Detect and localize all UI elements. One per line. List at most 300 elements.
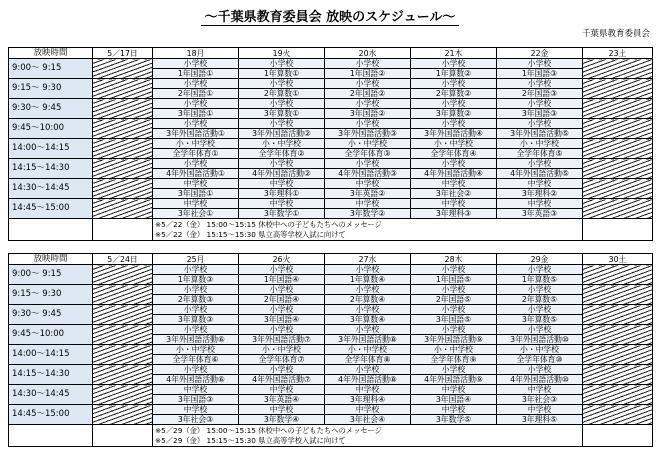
school-level: 中学校 xyxy=(325,199,410,209)
no-broadcast-cell xyxy=(583,199,653,219)
school-level: 小学校 xyxy=(239,59,324,69)
subject-label: 3年理科⑤ xyxy=(521,415,558,424)
school-level: 小学校 xyxy=(411,119,496,129)
school-level: 小学校 xyxy=(153,99,238,109)
header-row xyxy=(9,48,653,59)
subject-label: 2年算数⑤ xyxy=(521,295,558,304)
subject-label: 3年社会③ xyxy=(177,415,214,424)
school-level: 小学校 xyxy=(325,99,410,109)
school-level: 小・中学校 xyxy=(411,345,496,355)
subject-label: 3年算数② xyxy=(435,109,472,118)
subject-label: 3年理科① xyxy=(263,189,300,198)
subject-label: 3年外国語活動③ xyxy=(338,129,397,138)
subject-label: 4年外国語活動④ xyxy=(424,169,483,178)
program-cell xyxy=(411,139,497,159)
subject-label: 3年外国語活動⑦ xyxy=(252,335,311,344)
program-cell xyxy=(411,325,497,345)
no-broadcast-cell xyxy=(93,179,153,199)
program-cell xyxy=(153,99,239,119)
school-level: 小学校 xyxy=(497,305,582,315)
program-cell xyxy=(239,139,325,159)
no-broadcast-cell xyxy=(583,59,653,79)
program-cell xyxy=(325,119,411,139)
day-header: 26火 xyxy=(239,254,325,265)
program-cell xyxy=(411,99,497,119)
time-slot: 14:45～15:00 xyxy=(9,405,93,425)
program-cell xyxy=(153,385,239,405)
school-level: 小学校 xyxy=(239,119,324,129)
schedule-table-week-1 xyxy=(8,47,653,241)
subject-label: 3年数学④ xyxy=(263,415,300,424)
program-cell xyxy=(153,139,239,159)
no-broadcast-cell xyxy=(583,179,653,199)
program-cell xyxy=(325,159,411,179)
subject-label: 2年算数① xyxy=(263,89,300,98)
school-level: 小学校 xyxy=(497,159,582,169)
school-level: 小学校 xyxy=(239,265,324,275)
program-cell xyxy=(239,265,325,285)
subject-label: 4年外国語活動⑧ xyxy=(338,375,397,384)
school-level: 中学校 xyxy=(325,405,410,415)
notes-spacer xyxy=(583,425,653,447)
notes-cell xyxy=(153,219,583,241)
program-cell xyxy=(239,199,325,219)
subject-label: 3年外国語活動⑥ xyxy=(166,335,225,344)
subject-label: 3年理科③ xyxy=(435,209,472,218)
schedule-row xyxy=(9,405,653,425)
note-line: ※5／29（金） 15:15～15:30 県立高等学校入試に向けて xyxy=(155,435,346,445)
school-level: 小・中学校 xyxy=(411,139,496,149)
school-level: 中学校 xyxy=(153,199,238,209)
time-slot: 14:15～14:30 xyxy=(9,159,93,179)
school-level: 中学校 xyxy=(411,199,496,209)
day-header: 21木 xyxy=(411,48,497,59)
school-level: 小学校 xyxy=(325,365,410,375)
program-cell xyxy=(239,59,325,79)
program-cell xyxy=(153,119,239,139)
date-header: 5／17日 xyxy=(93,48,153,59)
school-level: 中学校 xyxy=(497,385,582,395)
no-broadcast-cell xyxy=(583,79,653,99)
school-level: 小学校 xyxy=(153,79,238,89)
school-level: 中学校 xyxy=(153,385,238,395)
time-slot: 9:45～10:00 xyxy=(9,325,93,345)
subject-label: 4年外国語活動⑩ xyxy=(510,375,569,384)
program-cell xyxy=(239,365,325,385)
school-level: 中学校 xyxy=(239,199,324,209)
no-broadcast-cell xyxy=(583,365,653,385)
program-cell xyxy=(239,119,325,139)
school-level: 中学校 xyxy=(497,405,582,415)
no-broadcast-cell xyxy=(583,405,653,425)
no-broadcast-cell xyxy=(583,99,653,119)
school-level: 小・中学校 xyxy=(153,345,238,355)
no-broadcast-cell xyxy=(583,265,653,285)
time-slot: 9:15～ 9:30 xyxy=(9,285,93,305)
subject-label: 3年国語④ xyxy=(263,315,300,324)
school-level: 小学校 xyxy=(411,265,496,275)
subject-label: 1年算数④ xyxy=(349,275,386,284)
schedule-row xyxy=(9,159,653,179)
subject-label: 3年国語② xyxy=(349,109,386,118)
program-cell xyxy=(497,139,583,159)
no-broadcast-cell xyxy=(93,305,153,325)
subject-label: 3年社会① xyxy=(177,209,214,218)
note-line: ※5／29（金） 15:00～15:15 休校中への子どもたちへのメッセージ xyxy=(155,426,382,435)
school-level: 小学校 xyxy=(239,285,324,295)
subject-label: 3年国語① xyxy=(177,189,214,198)
notes-spacer xyxy=(9,425,93,447)
schedule-row xyxy=(9,99,653,119)
subject-label: 3年社会④ xyxy=(349,415,386,424)
no-broadcast-cell xyxy=(93,79,153,99)
subject-label: 1年国語① xyxy=(177,69,214,78)
schedule-row xyxy=(9,119,653,139)
subject-label: 3年外国語活動④ xyxy=(424,129,483,138)
school-level: 小・中学校 xyxy=(325,345,410,355)
program-cell xyxy=(153,365,239,385)
time-slot: 9:30～ 9:45 xyxy=(9,305,93,325)
no-broadcast-cell xyxy=(583,325,653,345)
subject-label: 1年算数① xyxy=(263,69,300,78)
school-level: 小学校 xyxy=(239,325,324,335)
school-level: 中学校 xyxy=(239,385,324,395)
time-slot: 9:00～ 9:15 xyxy=(9,59,93,79)
schedule-row xyxy=(9,199,653,219)
school-level: 小学校 xyxy=(411,365,496,375)
subject-label: 3年国語④ xyxy=(435,395,472,404)
program-cell xyxy=(497,405,583,425)
school-level: 小学校 xyxy=(497,365,582,375)
program-cell xyxy=(497,265,583,285)
header-row xyxy=(9,254,653,265)
subject-label: 全学年体育⑦ xyxy=(258,355,305,364)
schedule-row xyxy=(9,365,653,385)
subject-label: 3年算数⑤ xyxy=(521,315,558,324)
school-level: 小・中学校 xyxy=(239,345,324,355)
no-broadcast-cell xyxy=(93,59,153,79)
time-slot: 9:15～ 9:30 xyxy=(9,79,93,99)
school-level: 小学校 xyxy=(497,119,582,129)
subject-label: 3年外国語活動⑨ xyxy=(424,335,483,344)
no-broadcast-cell xyxy=(93,365,153,385)
subject-label: 3年国語③ xyxy=(177,395,214,404)
program-cell xyxy=(411,405,497,425)
program-cell xyxy=(497,385,583,405)
day-header: 20水 xyxy=(325,48,411,59)
school-level: 中学校 xyxy=(497,179,582,189)
program-cell xyxy=(239,99,325,119)
date-header: 5／24日 xyxy=(93,254,153,265)
school-level: 中学校 xyxy=(411,385,496,395)
program-cell xyxy=(411,265,497,285)
program-cell xyxy=(239,405,325,425)
school-level: 小学校 xyxy=(153,119,238,129)
subject-label: 3年外国語活動① xyxy=(166,129,225,138)
no-broadcast-cell xyxy=(583,285,653,305)
organization-label: 千葉県教育委員会 xyxy=(581,29,650,39)
program-cell xyxy=(497,285,583,305)
program-cell xyxy=(411,345,497,365)
school-level: 小学校 xyxy=(411,99,496,109)
time-header: 放映時間 xyxy=(9,48,93,59)
subject-label: 全学年体育③ xyxy=(344,149,391,158)
no-broadcast-cell xyxy=(93,99,153,119)
school-level: 小・中学校 xyxy=(239,139,324,149)
notes-spacer xyxy=(583,219,653,241)
subject-label: 全学年体育① xyxy=(172,149,219,158)
school-level: 小・中学校 xyxy=(497,139,582,149)
program-cell xyxy=(325,325,411,345)
subject-label: 2年算数③ xyxy=(177,295,214,304)
day-header: 22金 xyxy=(497,48,583,59)
day-header: 28木 xyxy=(411,254,497,265)
subject-label: 全学年体育⑧ xyxy=(344,355,391,364)
schedule-row xyxy=(9,305,653,325)
subject-label: 3年算数④ xyxy=(349,315,386,324)
program-cell xyxy=(497,159,583,179)
subject-label: 4年外国語活動① xyxy=(166,169,225,178)
subject-label: 3年理科② xyxy=(521,189,558,198)
subject-label: 1年算数③ xyxy=(177,275,214,284)
school-level: 小学校 xyxy=(497,265,582,275)
subject-label: 4年外国語活動⑤ xyxy=(510,169,569,178)
program-cell xyxy=(239,305,325,325)
no-broadcast-cell xyxy=(583,119,653,139)
subject-label: 2年国語② xyxy=(349,89,386,98)
no-broadcast-cell xyxy=(93,345,153,365)
notes-cell xyxy=(153,425,583,447)
day-header: 19火 xyxy=(239,48,325,59)
saturday-header: 23土 xyxy=(583,48,653,59)
school-level: 小・中学校 xyxy=(325,139,410,149)
program-cell xyxy=(239,385,325,405)
school-level: 小学校 xyxy=(411,59,496,69)
program-cell xyxy=(325,139,411,159)
no-broadcast-cell xyxy=(93,199,153,219)
program-cell xyxy=(325,285,411,305)
school-level: 小学校 xyxy=(325,325,410,335)
school-level: 小学校 xyxy=(325,159,410,169)
school-level: 小・中学校 xyxy=(497,345,582,355)
program-cell xyxy=(411,385,497,405)
subject-label: 3年外国語活動⑧ xyxy=(338,335,397,344)
no-broadcast-cell xyxy=(583,385,653,405)
schedule-row xyxy=(9,79,653,99)
program-cell xyxy=(497,179,583,199)
schedule-row xyxy=(9,139,653,159)
program-cell xyxy=(411,159,497,179)
subject-label: 全学年体育⑨ xyxy=(430,355,477,364)
program-cell xyxy=(325,305,411,325)
program-cell xyxy=(239,325,325,345)
time-slot: 14:30～14:45 xyxy=(9,179,93,199)
subject-label: 3年社会② xyxy=(435,189,472,198)
school-level: 小学校 xyxy=(497,285,582,295)
time-slot: 9:45～10:00 xyxy=(9,119,93,139)
school-level: 小学校 xyxy=(411,325,496,335)
subject-label: 2年国語① xyxy=(177,89,214,98)
note-line: ※5／22（金） 15:00～15:15 休校中への子どもたちへのメッセージ xyxy=(155,220,382,229)
program-cell xyxy=(497,79,583,99)
day-header: 25月 xyxy=(153,254,239,265)
program-cell xyxy=(497,345,583,365)
program-cell xyxy=(153,79,239,99)
program-cell xyxy=(411,199,497,219)
schedule-row xyxy=(9,59,653,79)
subject-label: 4年外国語活動⑨ xyxy=(424,375,483,384)
subject-label: 1年国語④ xyxy=(263,275,300,284)
subject-label: 3年社会③ xyxy=(521,395,558,404)
subject-label: 3年国語① xyxy=(177,109,214,118)
subject-label: 4年外国語活動② xyxy=(252,169,311,178)
program-cell xyxy=(325,345,411,365)
time-slot: 14:15～14:30 xyxy=(9,365,93,385)
program-cell xyxy=(325,385,411,405)
time-slot: 9:00～ 9:15 xyxy=(9,265,93,285)
school-level: 中学校 xyxy=(239,405,324,415)
no-broadcast-cell xyxy=(93,405,153,425)
time-slot: 14:30～14:45 xyxy=(9,385,93,405)
school-level: 中学校 xyxy=(325,385,410,395)
subject-label: 全学年体育⑥ xyxy=(172,355,219,364)
program-cell xyxy=(239,345,325,365)
no-broadcast-cell xyxy=(93,385,153,405)
subject-label: 1年国語③ xyxy=(521,69,558,78)
subject-label: 4年外国語活動⑥ xyxy=(166,375,225,384)
program-cell xyxy=(153,285,239,305)
time-slot: 14:00～14:15 xyxy=(9,139,93,159)
subject-label: 3年数学② xyxy=(349,209,386,218)
school-level: 小学校 xyxy=(239,159,324,169)
school-level: 小学校 xyxy=(411,305,496,315)
no-broadcast-cell xyxy=(93,119,153,139)
no-broadcast-cell xyxy=(583,159,653,179)
program-cell xyxy=(411,179,497,199)
program-cell xyxy=(239,179,325,199)
subject-label: 3年英語④ xyxy=(263,395,300,404)
subject-label: 2年算数④ xyxy=(349,295,386,304)
school-level: 小学校 xyxy=(497,325,582,335)
no-broadcast-cell xyxy=(583,139,653,159)
schedule-row xyxy=(9,179,653,199)
school-level: 中学校 xyxy=(411,179,496,189)
program-cell xyxy=(411,285,497,305)
program-cell xyxy=(325,199,411,219)
subject-label: 3年数学① xyxy=(263,209,300,218)
school-level: 小学校 xyxy=(497,79,582,89)
subject-label: 2年国語④ xyxy=(263,295,300,304)
subject-label: 2年国語⑤ xyxy=(435,295,472,304)
school-level: 中学校 xyxy=(153,405,238,415)
school-level: 小学校 xyxy=(325,79,410,89)
subject-label: 1年算数② xyxy=(435,69,472,78)
school-level: 中学校 xyxy=(411,405,496,415)
program-cell xyxy=(497,59,583,79)
subject-label: 全学年体育② xyxy=(258,149,305,158)
school-level: 小学校 xyxy=(153,59,238,69)
school-level: 小学校 xyxy=(153,285,238,295)
program-cell xyxy=(411,119,497,139)
program-cell xyxy=(239,285,325,305)
subject-label: 2年算数② xyxy=(435,89,472,98)
day-header: 18月 xyxy=(153,48,239,59)
program-cell xyxy=(325,79,411,99)
program-cell xyxy=(325,265,411,285)
schedule-row xyxy=(9,325,653,345)
time-header: 放映時間 xyxy=(9,254,93,265)
subject-label: 3年算数① xyxy=(263,109,300,118)
no-broadcast-cell xyxy=(93,265,153,285)
program-cell xyxy=(411,79,497,99)
subject-label: 3年英語③ xyxy=(521,209,558,218)
subject-label: 3年算数③ xyxy=(177,315,214,324)
school-level: 小学校 xyxy=(411,79,496,89)
school-level: 小学校 xyxy=(325,285,410,295)
school-level: 小学校 xyxy=(239,79,324,89)
program-cell xyxy=(153,405,239,425)
notes-row xyxy=(9,219,653,241)
no-broadcast-cell xyxy=(93,325,153,345)
school-level: 小学校 xyxy=(325,119,410,129)
notes-spacer xyxy=(93,425,153,447)
school-level: 中学校 xyxy=(239,179,324,189)
subject-label: 3年外国語活動⑩ xyxy=(510,335,569,344)
program-cell xyxy=(497,199,583,219)
subject-label: 1年国語⑤ xyxy=(435,275,472,284)
page-title xyxy=(0,6,660,25)
school-level: 中学校 xyxy=(497,199,582,209)
school-level: 小学校 xyxy=(411,159,496,169)
subject-label: 4年外国語活動⑦ xyxy=(252,375,311,384)
subject-label: 全学年体育⑤ xyxy=(516,149,563,158)
program-cell xyxy=(239,159,325,179)
school-level: 小学校 xyxy=(325,59,410,69)
subject-label: 2年国語③ xyxy=(521,89,558,98)
day-header: 29金 xyxy=(497,254,583,265)
program-cell xyxy=(153,179,239,199)
note-line: ※5／22（金） 15:15～15:30 県立高等学校入試に向けて xyxy=(155,229,346,239)
page-title-text: ～千葉県教育委員会 放映のスケジュール～ xyxy=(201,10,460,26)
no-broadcast-cell xyxy=(583,345,653,365)
subject-label: 1年国語② xyxy=(349,69,386,78)
program-cell xyxy=(497,325,583,345)
program-cell xyxy=(411,59,497,79)
school-level: 小学校 xyxy=(239,365,324,375)
program-cell xyxy=(239,79,325,99)
program-cell xyxy=(325,59,411,79)
subject-label: 3年数学⑤ xyxy=(435,415,472,424)
program-cell xyxy=(497,99,583,119)
program-cell xyxy=(153,305,239,325)
program-cell xyxy=(411,305,497,325)
subject-label: 4年外国語活動③ xyxy=(338,169,397,178)
schedule-table-week-2 xyxy=(8,253,653,447)
program-cell xyxy=(325,179,411,199)
program-cell xyxy=(325,405,411,425)
school-level: 小学校 xyxy=(497,99,582,109)
schedule-row xyxy=(9,345,653,365)
school-level: 小学校 xyxy=(411,285,496,295)
notes-row xyxy=(9,425,653,447)
school-level: 小学校 xyxy=(325,305,410,315)
school-level: 小学校 xyxy=(153,159,238,169)
school-level: 中学校 xyxy=(325,179,410,189)
subject-label: 3年国語③ xyxy=(521,109,558,118)
program-cell xyxy=(153,59,239,79)
program-cell xyxy=(153,265,239,285)
school-level: 小学校 xyxy=(153,365,238,375)
